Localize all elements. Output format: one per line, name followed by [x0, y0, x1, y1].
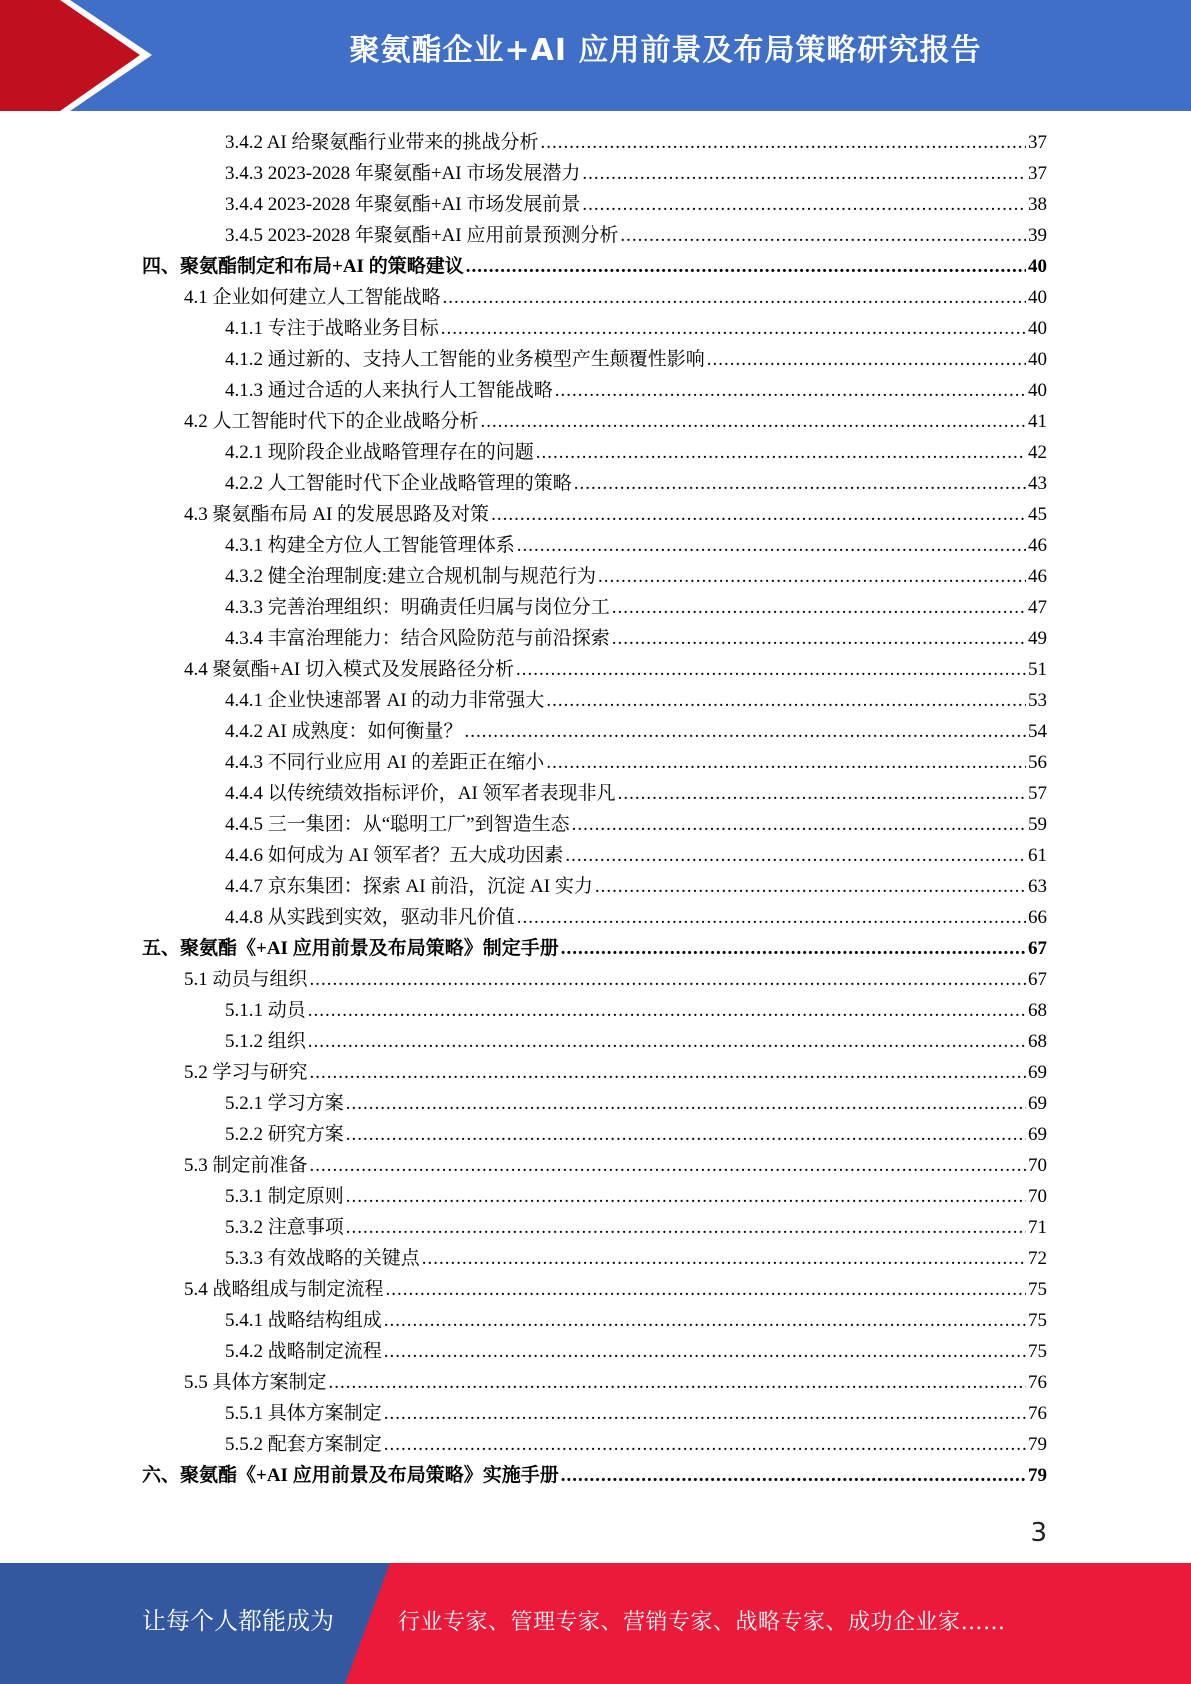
- toc-entry-page: 67: [1028, 969, 1047, 990]
- toc-entry[interactable]: [184, 1274, 1047, 1305]
- toc-leader-dots: [620, 220, 1026, 251]
- toc-entry-label: 4.4.7 京东集团：探索 AI 前沿，沉淀 AI 实力: [225, 876, 593, 897]
- toc-entry-label: 5.5.1 具体方案制定: [225, 1403, 382, 1424]
- toc-entry[interactable]: [225, 1429, 1047, 1460]
- toc-entry-page: 40: [1028, 318, 1047, 339]
- toc-entry[interactable]: [225, 1243, 1047, 1274]
- toc-leader-dots: [582, 158, 1026, 189]
- toc-entry-page: 69: [1028, 1062, 1047, 1083]
- toc-entry[interactable]: [142, 933, 1047, 964]
- toc-entry-page: 70: [1028, 1186, 1047, 1207]
- toc-entry[interactable]: [225, 1212, 1047, 1243]
- toc-leader-dots: [346, 1088, 1026, 1119]
- toc-entry-page: 63: [1028, 876, 1047, 897]
- toc-leader-dots: [384, 1398, 1026, 1429]
- toc-entry-page: 42: [1028, 442, 1047, 463]
- toc-entry[interactable]: [142, 251, 1047, 282]
- toc-entry[interactable]: [184, 282, 1047, 313]
- toc-entry[interactable]: [225, 1088, 1047, 1119]
- toc-leader-dots: [466, 251, 1026, 282]
- toc-entry-label: 4.4 聚氨酯+AI 切入模式及发展路径分析: [184, 659, 515, 680]
- toc-entry-label: 4.4.5 三一集团：从“聪明工厂”到智造生态: [225, 814, 570, 835]
- toc-entry-label: 六、聚氨酯《+AI 应用前景及布局策略》实施手册: [142, 1465, 559, 1486]
- toc-leader-dots: [707, 344, 1026, 375]
- toc-entry[interactable]: [184, 499, 1047, 530]
- toc-entry[interactable]: [225, 1398, 1047, 1429]
- toc-leader-dots: [329, 1367, 1026, 1398]
- toc-entry[interactable]: [184, 406, 1047, 437]
- toc-entry[interactable]: [184, 1057, 1047, 1088]
- toc-entry-label: 4.4.4 以传统绩效指标评价，AI 领军者表现非凡: [225, 783, 616, 804]
- toc-entry-page: 41: [1028, 411, 1047, 432]
- toc-entry-page: 43: [1028, 473, 1047, 494]
- toc-entry-page: 61: [1028, 845, 1047, 866]
- toc-entry-label: 5.2.2 研究方案: [225, 1124, 344, 1145]
- toc-entry-label: 4.4.1 企业快速部署 AI 的动力非常强大: [225, 690, 545, 711]
- toc-entry-label: 4.2 人工智能时代下的企业战略分析: [184, 411, 479, 432]
- toc-entry[interactable]: [225, 840, 1047, 871]
- toc-entry[interactable]: [225, 871, 1047, 902]
- toc-entry-label: 4.3.2 健全治理制度:建立合规机制与规范行为: [225, 566, 597, 587]
- toc-entry-label: 4.4.8 从实践到实效，驱动非凡价值: [225, 907, 515, 928]
- toc-entry-label: 4.4.3 不同行业应用 AI 的差距正在缩小: [225, 752, 545, 773]
- toc-entry-page: 75: [1028, 1310, 1047, 1331]
- toc-leader-dots: [384, 1336, 1026, 1367]
- toc-entry-label: 4.2.2 人工智能时代下企业战略管理的策略: [225, 473, 572, 494]
- toc-entry-page: 71: [1028, 1217, 1047, 1238]
- toc-entry[interactable]: [225, 189, 1047, 220]
- toc-entry-label: 5.2 学习与研究: [184, 1062, 308, 1083]
- toc-entry-page: 56: [1028, 752, 1047, 773]
- toc-entry-page: 79: [1028, 1434, 1047, 1455]
- toc-entry[interactable]: [225, 778, 1047, 809]
- toc-entry[interactable]: [225, 530, 1047, 561]
- toc-entry-label: 5.4 战略组成与制定流程: [184, 1279, 384, 1300]
- toc-entry-page: 57: [1028, 783, 1047, 804]
- toc-entry[interactable]: [225, 1026, 1047, 1057]
- toc-entry-label: 四、聚氨酯制定和布局+AI 的策略建议: [142, 256, 464, 277]
- toc-entry-page: 40: [1028, 256, 1047, 277]
- toc-entry-page: 79: [1028, 1465, 1047, 1486]
- toc-entry-label: 5.3.2 注意事项: [225, 1217, 344, 1238]
- toc-entry-page: 67: [1028, 938, 1047, 959]
- toc-entry-page: 54: [1028, 721, 1047, 742]
- toc-leader-dots: [443, 282, 1026, 313]
- toc-leader-dots: [422, 1243, 1026, 1274]
- toc-entry[interactable]: [225, 375, 1047, 406]
- toc-leader-dots: [346, 1181, 1026, 1212]
- toc-entry-label: 4.1.2 通过新的、支持人工智能的业务模型产生颠覆性影响: [225, 349, 705, 370]
- toc-entry-page: 68: [1028, 1031, 1047, 1052]
- footer-slogan-right: 行业专家、管理专家、营销专家、战略专家、成功企业家……: [398, 1610, 1006, 1635]
- toc-leader-dots: [546, 747, 1026, 778]
- toc-entry[interactable]: [225, 592, 1047, 623]
- toc-entry-label: 5.5.2 配套方案制定: [225, 1434, 382, 1455]
- toc-entry[interactable]: [225, 158, 1047, 189]
- toc-entry-page: 69: [1028, 1093, 1047, 1114]
- toc-leader-dots: [612, 623, 1026, 654]
- toc-entry-page: 51: [1028, 659, 1047, 680]
- toc-leader-dots: [441, 313, 1026, 344]
- toc-entry-page: 49: [1028, 628, 1047, 649]
- toc-leader-dots: [308, 1026, 1026, 1057]
- toc-entry[interactable]: [225, 623, 1047, 654]
- toc-leader-dots: [561, 1460, 1026, 1491]
- toc-entry-label: 4.1.3 通过合适的人来执行人工智能战略: [225, 380, 553, 401]
- page-header: [0, 0, 1191, 111]
- toc-entry-page: 75: [1028, 1341, 1047, 1362]
- toc-entry-page: 46: [1028, 566, 1047, 587]
- toc-entry[interactable]: [225, 1305, 1047, 1336]
- toc-entry-page: 46: [1028, 535, 1047, 556]
- toc-entry[interactable]: [225, 344, 1047, 375]
- toc-leader-dots: [595, 871, 1026, 902]
- toc-entry-page: 38: [1028, 194, 1047, 215]
- toc-leader-dots: [536, 437, 1026, 468]
- toc-leader-dots: [481, 406, 1026, 437]
- toc-leader-dots: [346, 1119, 1026, 1150]
- toc-entry-label: 3.4.2 AI 给聚氨酯行业带来的挑战分析: [225, 132, 539, 153]
- toc-entry[interactable]: [184, 964, 1047, 995]
- toc-entry[interactable]: [184, 654, 1047, 685]
- page-number: 3: [1030, 1518, 1047, 1548]
- toc-leader-dots: [565, 840, 1026, 871]
- toc-entry-page: 66: [1028, 907, 1047, 928]
- toc-entry-label: 5.4.2 战略制定流程: [225, 1341, 382, 1362]
- toc-entry-label: 5.3.1 制定原则: [225, 1186, 344, 1207]
- toc-entry-label: 4.1 企业如何建立人工智能战略: [184, 287, 441, 308]
- toc-entry[interactable]: [225, 127, 1047, 158]
- toc-leader-dots: [612, 592, 1026, 623]
- toc-leader-dots: [572, 809, 1026, 840]
- toc-entry-label: 4.2.1 现阶段企业战略管理存在的问题: [225, 442, 534, 463]
- toc-entry[interactable]: [184, 1367, 1047, 1398]
- toc-entry[interactable]: [225, 437, 1047, 468]
- toc-entry-page: 53: [1028, 690, 1047, 711]
- toc-leader-dots: [310, 1150, 1026, 1181]
- toc-entry[interactable]: [225, 313, 1047, 344]
- toc-entry[interactable]: [225, 995, 1047, 1026]
- toc-entry-page: 37: [1028, 132, 1047, 153]
- toc-leader-dots: [491, 499, 1026, 530]
- toc-entry-page: 76: [1028, 1403, 1047, 1424]
- report-title: 聚氨酯企业+AI 应用前景及布局策略研究报告: [349, 33, 982, 68]
- toc-entry-label: 4.3.4 丰富治理能力：结合风险防范与前沿探索: [225, 628, 610, 649]
- toc-entry-label: 3.4.3 2023-2028 年聚氨酯+AI 市场发展潜力: [225, 163, 581, 184]
- toc-entry-page: 69: [1028, 1124, 1047, 1145]
- toc-entry-page: 70: [1028, 1155, 1047, 1176]
- toc-entry[interactable]: [225, 468, 1047, 499]
- toc-entry-page: 40: [1028, 287, 1047, 308]
- toc-leader-dots: [598, 561, 1026, 592]
- toc-entry[interactable]: [225, 685, 1047, 716]
- toc-leader-dots: [561, 933, 1026, 964]
- toc-entry[interactable]: [184, 1150, 1047, 1181]
- toc-entry-page: 40: [1028, 380, 1047, 401]
- toc-entry-page: 76: [1028, 1372, 1047, 1393]
- toc-entry-page: 39: [1028, 225, 1047, 246]
- toc-entry-label: 5.2.1 学习方案: [225, 1093, 344, 1114]
- toc-entry-page: 59: [1028, 814, 1047, 835]
- toc-entry[interactable]: [225, 1119, 1047, 1150]
- footer-slogan-left: 让每个人都能成为: [142, 1607, 334, 1635]
- toc-entry[interactable]: [225, 561, 1047, 592]
- toc-entry[interactable]: [225, 1336, 1047, 1367]
- toc-entry-label: 5.1 动员与组织: [184, 969, 308, 990]
- page-footer: [0, 1563, 1191, 1684]
- toc-leader-dots: [574, 468, 1026, 499]
- header-chevron-red: [0, 0, 140, 111]
- toc-entry-label: 5.5 具体方案制定: [184, 1372, 327, 1393]
- toc-entry-label: 3.4.4 2023-2028 年聚氨酯+AI 市场发展前景: [225, 194, 581, 215]
- toc-entry-label: 4.3 聚氨酯布局 AI 的发展思路及对策: [184, 504, 490, 525]
- toc-entry[interactable]: [225, 747, 1047, 778]
- toc-entry-label: 3.4.5 2023-2028 年聚氨酯+AI 应用前景预测分析: [225, 225, 619, 246]
- toc-entry-label: 4.1.1 专注于战略业务目标: [225, 318, 439, 339]
- toc-entry-label: 4.3.3 完善治理组织：明确责任归属与岗位分工: [225, 597, 610, 618]
- toc-leader-dots: [517, 530, 1026, 561]
- toc-leader-dots: [517, 902, 1026, 933]
- toc-leader-dots: [384, 1305, 1026, 1336]
- toc-leader-dots: [546, 685, 1026, 716]
- toc-entry[interactable]: [225, 716, 1047, 747]
- toc-entry[interactable]: [142, 1460, 1047, 1491]
- toc-leader-dots: [384, 1429, 1026, 1460]
- toc-entry-page: 40: [1028, 349, 1047, 370]
- toc-entry-page: 72: [1028, 1248, 1047, 1269]
- toc-entry[interactable]: [225, 1181, 1047, 1212]
- toc-entry-label: 5.1.2 组织: [225, 1031, 306, 1052]
- toc-leader-dots: [541, 127, 1026, 158]
- toc-entry-page: 47: [1028, 597, 1047, 618]
- toc-entry-label: 5.1.1 动员: [225, 1000, 306, 1021]
- toc-leader-dots: [346, 1212, 1026, 1243]
- toc-entry-label: 4.3.1 构建全方位人工智能管理体系: [225, 535, 515, 556]
- toc-entry-label: 5.3 制定前准备: [184, 1155, 308, 1176]
- toc-entry-page: 37: [1028, 163, 1047, 184]
- toc-entry[interactable]: [225, 902, 1047, 933]
- toc-leader-dots: [386, 1274, 1026, 1305]
- toc-entry-label: 5.4.1 战略结构组成: [225, 1310, 382, 1331]
- toc-leader-dots: [582, 189, 1026, 220]
- toc-leader-dots: [516, 654, 1026, 685]
- toc-entry-label: 五、聚氨酯《+AI 应用前景及布局策略》制定手册: [142, 938, 559, 959]
- toc-entry-label: 4.4.2 AI 成熟度：如何衡量？: [225, 721, 463, 742]
- toc-entry-page: 68: [1028, 1000, 1047, 1021]
- toc-leader-dots: [465, 716, 1026, 747]
- toc-leader-dots: [308, 995, 1026, 1026]
- toc-entry-label: 4.4.6 如何成为 AI 领军者？五大成功因素: [225, 845, 564, 866]
- toc-entry[interactable]: [225, 220, 1047, 251]
- toc-leader-dots: [555, 375, 1026, 406]
- toc-leader-dots: [618, 778, 1026, 809]
- toc-entry-page: 75: [1028, 1279, 1047, 1300]
- toc-leader-dots: [310, 964, 1026, 995]
- toc-entry-label: 5.3.3 有效战略的关键点: [225, 1248, 420, 1269]
- toc-entry[interactable]: [225, 809, 1047, 840]
- toc-entry-page: 45: [1028, 504, 1047, 525]
- toc-leader-dots: [310, 1057, 1026, 1088]
